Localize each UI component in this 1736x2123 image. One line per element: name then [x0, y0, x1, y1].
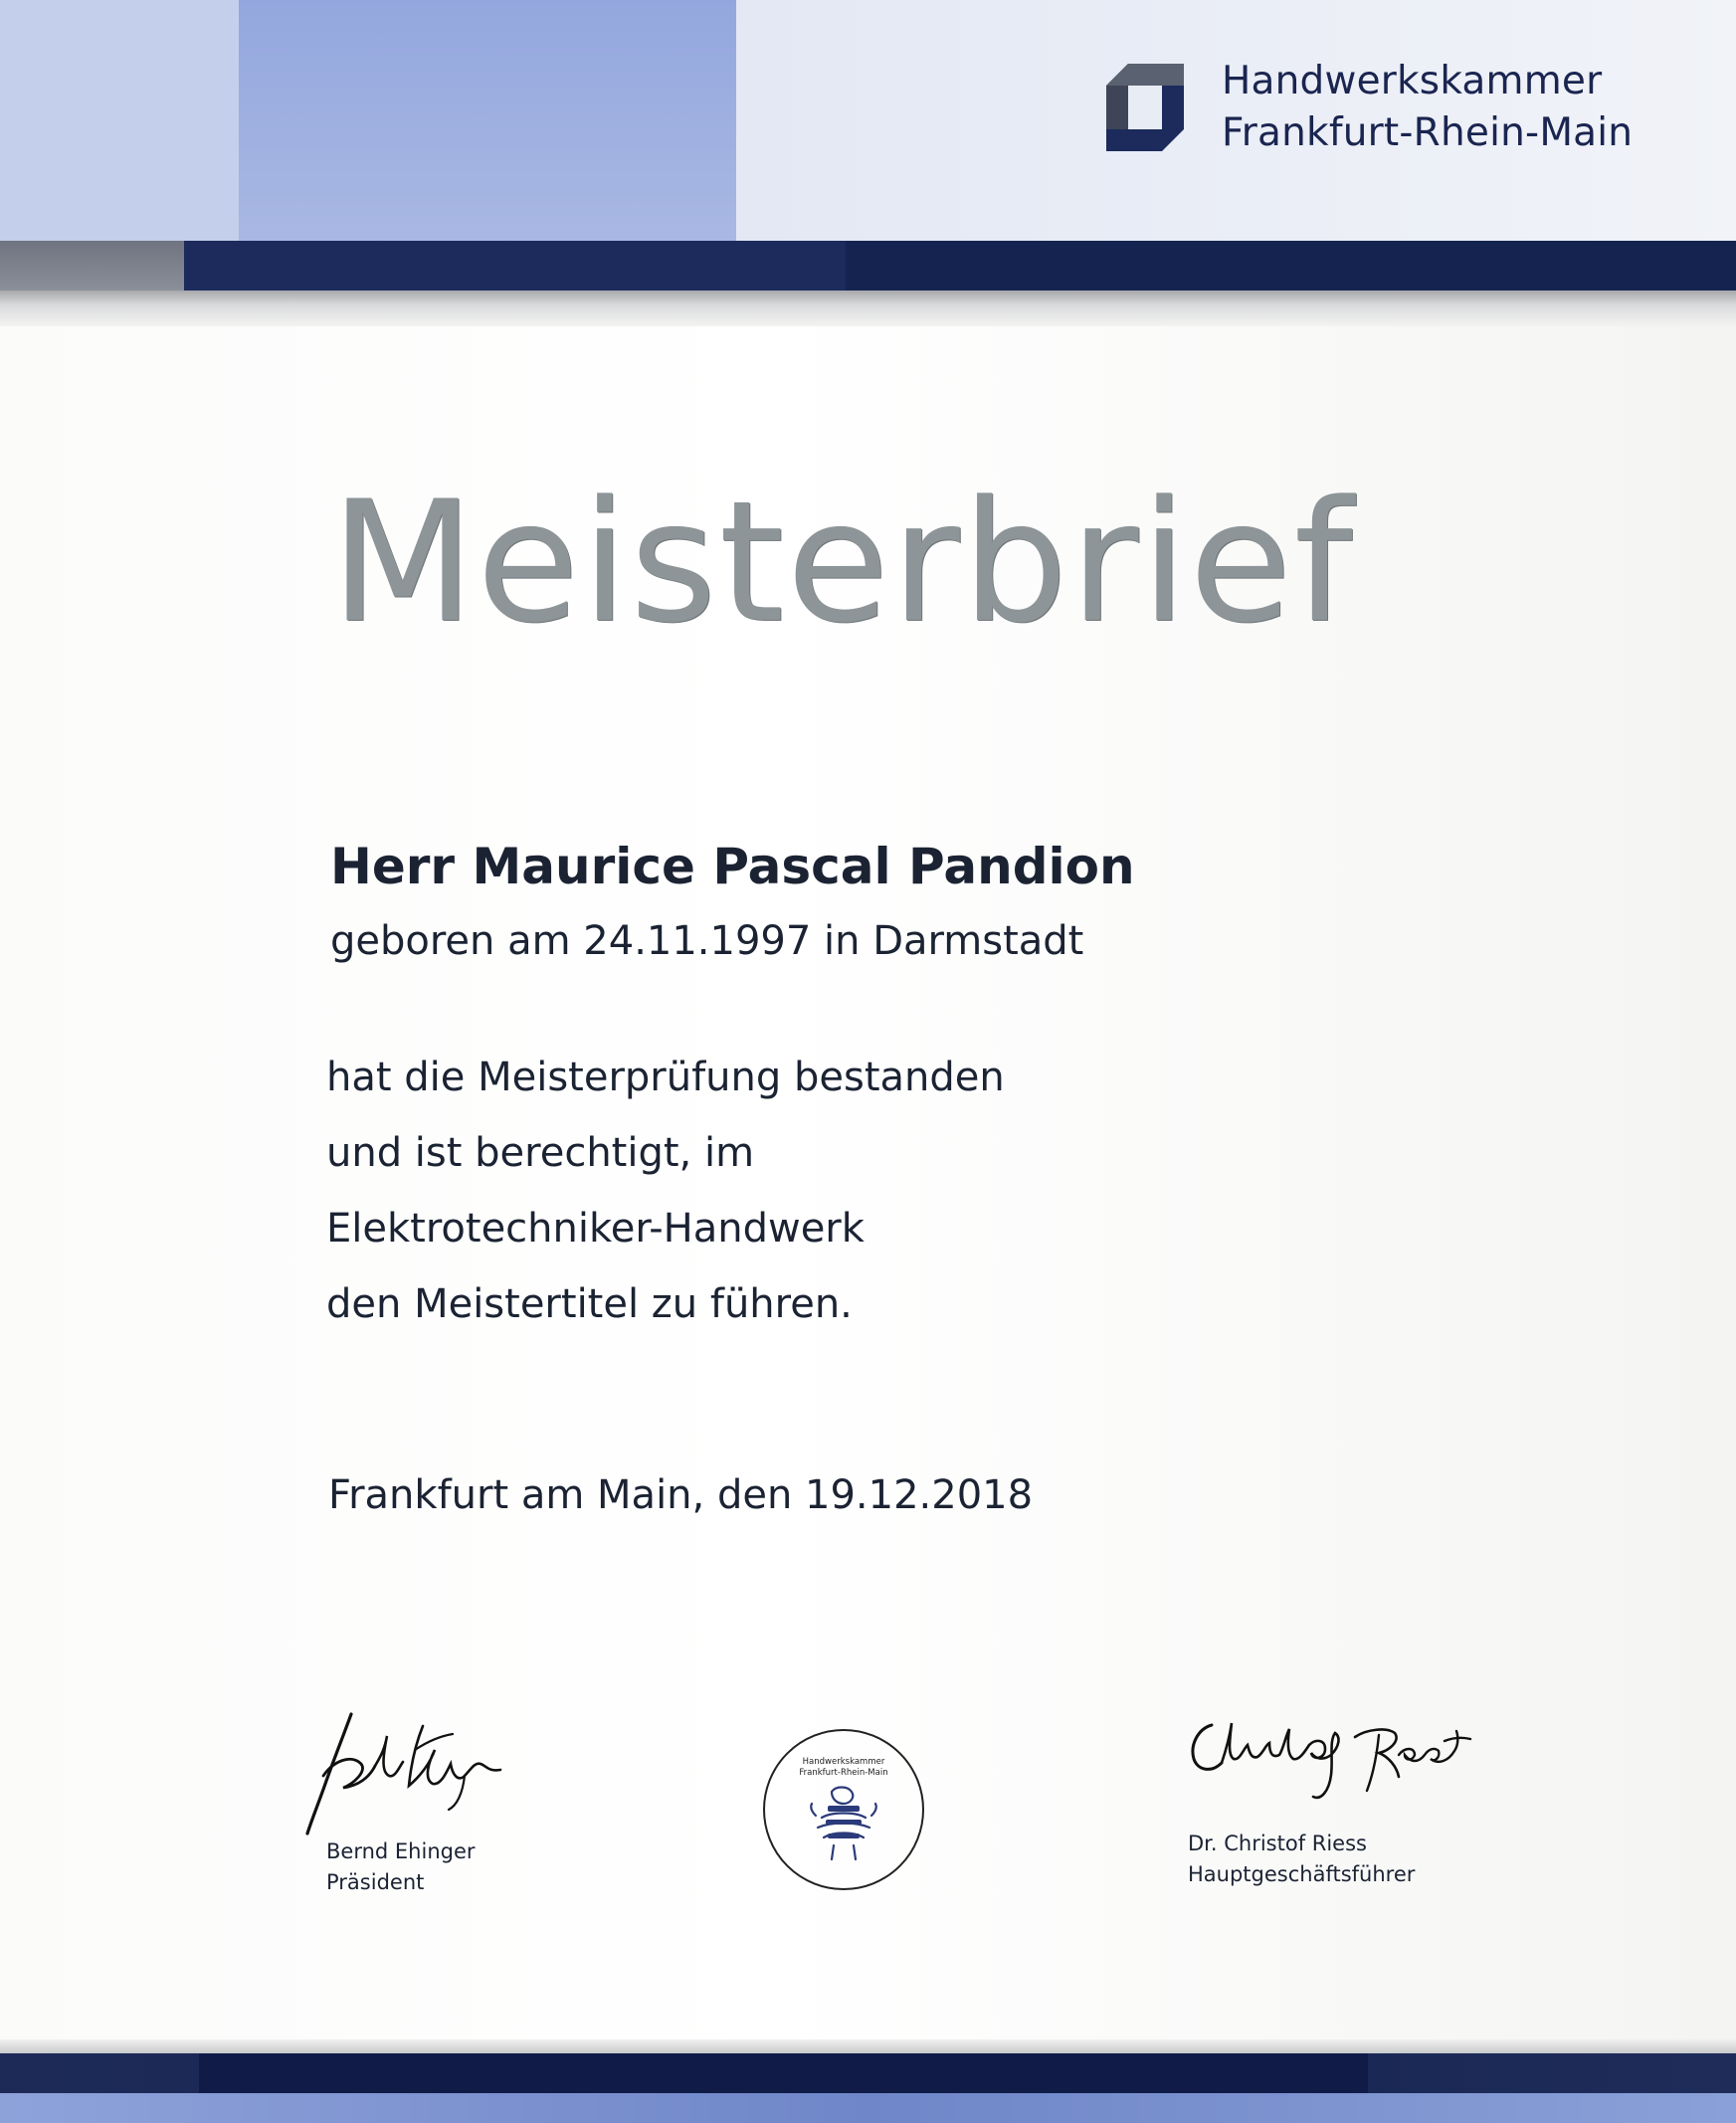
statement [326, 1040, 1005, 1342]
document-title: Meisterbrief [330, 465, 1355, 660]
header-block-mid [239, 0, 736, 244]
signature-left [303, 1706, 507, 1840]
svg-text:Frankfurt-Rhein-Main: Frankfurt-Rhein-Main [799, 1768, 888, 1778]
statement-line: den Meistertitel zu führen. [326, 1281, 853, 1327]
signatory-right [1188, 1829, 1415, 1890]
header-silver-edge [0, 290, 1736, 326]
place-date: Frankfurt am Main, den 19.12.2018 [328, 1472, 1034, 1518]
header-band [0, 0, 1736, 328]
statement-line: und ist berechtigt, im [326, 1130, 755, 1176]
signatory-left-role: Präsident [326, 1870, 425, 1894]
signatory-right-name: Dr. Christof Riess [1188, 1832, 1367, 1855]
seal-stamp-icon [762, 1728, 925, 1891]
organization-name-line2: Frankfurt-Rhein-Main [1222, 110, 1634, 155]
signature-right [1184, 1711, 1472, 1806]
footer-band [0, 2039, 1736, 2123]
svg-text:Handwerkskammer: Handwerkskammer [802, 1757, 885, 1767]
statement-line: hat die Meisterprüfung bestanden [326, 1055, 1005, 1100]
organization-name [1222, 56, 1633, 159]
header-stripe [0, 241, 1736, 290]
statement-line: Elektrotechniker-Handwerk [326, 1206, 865, 1252]
birth-line: geboren am 24.11.1997 in Darmstadt [330, 918, 1084, 964]
holder-name: Herr Maurice Pascal Pandion [330, 838, 1135, 895]
signatory-right-role: Hauptgeschäftsführer [1188, 1862, 1416, 1886]
organization-name-line1: Handwerkskammer [1222, 59, 1603, 103]
chamber-logo-icon [1106, 64, 1184, 151]
signatory-left [326, 1836, 476, 1898]
header-block-left [0, 0, 239, 244]
signatory-left-name: Bernd Ehinger [326, 1839, 476, 1863]
